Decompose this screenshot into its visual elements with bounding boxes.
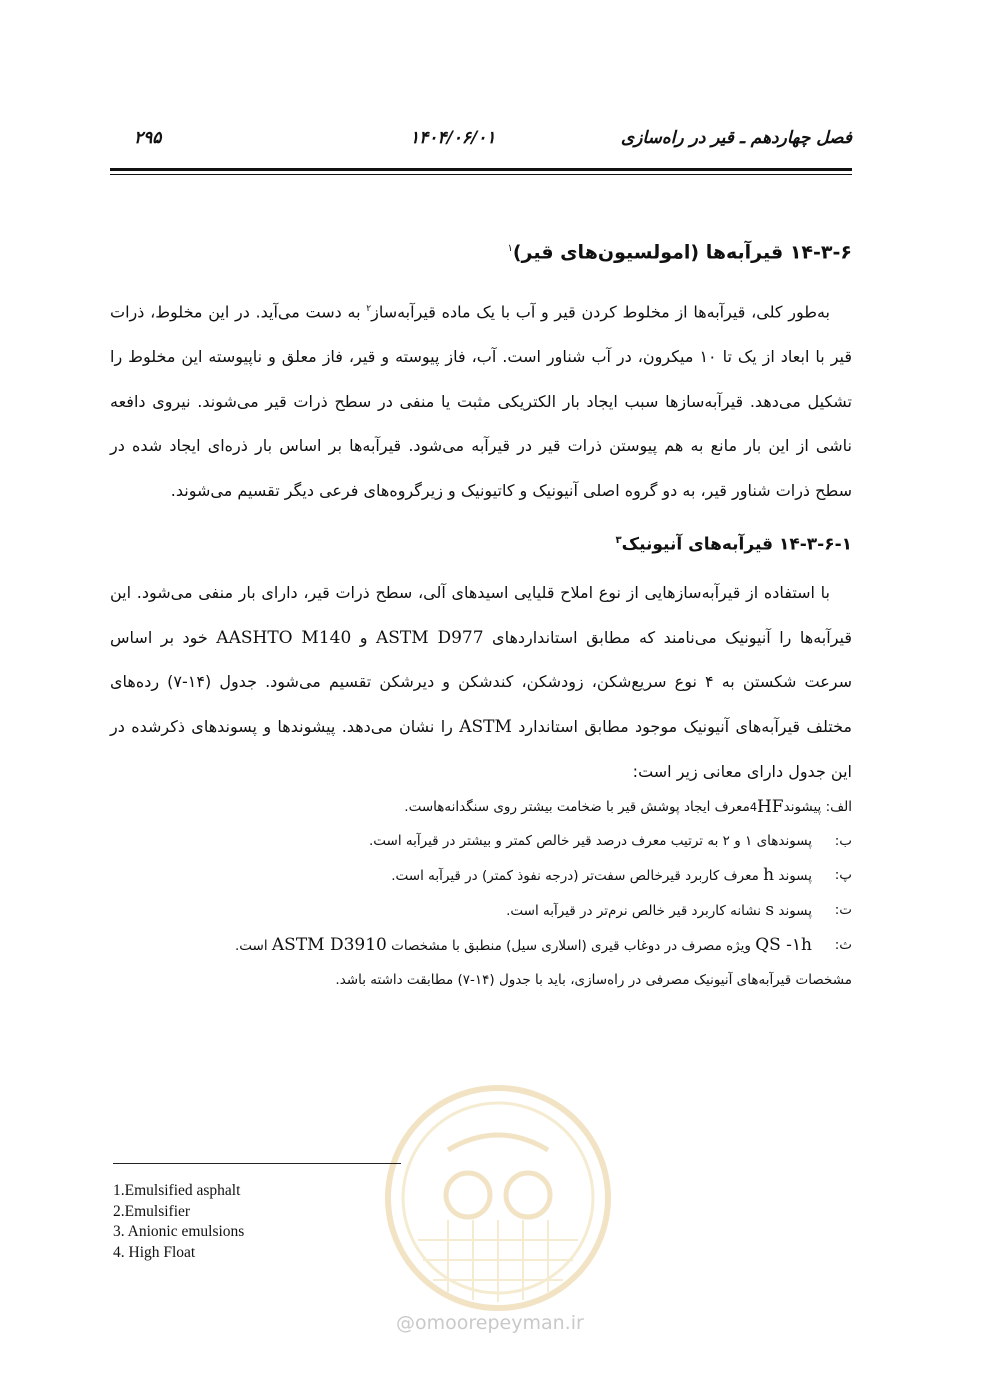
page-header xyxy=(110,128,852,158)
paragraph-text: خود بر اساس سرعت شکستن به ۴ نوع سریع‌شکن، زودشکن، کندشکن و دیرشکن تقسیم می‌شود. جدول (۱۴-۷) رده‌های مختلف قیرآبه‌های آنیونیک موجود مطابق استاندارد xyxy=(110,627,852,737)
item-text: پسوند xyxy=(774,903,812,920)
subsection-number: ۱۴-۳-۶-۱ xyxy=(778,534,852,555)
item-text: معرف ایجاد پوشش قیر با ضخامت بیشتر روی سنگدانه‌هاست. xyxy=(404,799,750,816)
list-item xyxy=(110,901,852,921)
list-item xyxy=(110,832,852,851)
paragraph-text: را نشان می‌دهد. پیشوندها و پسوندهای ذکرشده در این جدول دارای معانی زیر است: xyxy=(110,717,852,781)
item-text: معرف کاربرد قیرخالص سفت‌تر (درجه نفوذ کمتر) در قیرآبه است. xyxy=(391,868,764,885)
paragraph-text: و xyxy=(351,627,376,647)
item-code: QS -۱h xyxy=(755,935,812,956)
item-label: ب: xyxy=(834,833,852,850)
item-text: پسوندهای ۱ و ۲ به ترتیب معرف درصد قیر خالص کمتر و بیشتر در قیرآبه است. xyxy=(368,833,812,850)
footnote-rule xyxy=(113,1163,401,1164)
section-number: ۱۴-۳-۶ xyxy=(789,241,852,264)
item-text: ویژه مصرف در دوغاب قیری (اسلاری سیل) منطبق با مشخصات xyxy=(386,938,756,955)
item-code: ASTM D3910 xyxy=(271,935,387,956)
item-text: است. xyxy=(234,938,272,955)
list-item xyxy=(110,936,852,956)
section-title: قیرآبه‌ها (امولسیون‌های قیر) xyxy=(512,241,784,264)
closing-line: مشخصات قیرآبه‌های آنیونیک مصرفی در راه‌سازی، باید با جدول (۱۴-۷) مطابقت داشته باشد. xyxy=(335,972,852,989)
item-code: h xyxy=(763,865,775,886)
footnote-ref: ۱ xyxy=(507,243,513,254)
paragraph-text: به دست می‌آید. در این مخلوط، ذرات قیر با ابعاد از یک تا ۱۰ میکرون، در آب شناور است. آب، فاز پیوسته و قیر، فاز معلق و ناپیوسته این مخلوط را تشکیل می‌دهد. قیرآبه‌سازها سبب ایجاد بار الکتریکی مثبت یا منفی در سطح ذرات قیر می‌شوند. نیروی دافعه ناشی از این بار مانع به هم پیوستن ذرات قیر در قیرآبه می‌شود. قیرآبه‌ها بر اساس بار ذره‌ای ایجاد شده در سطح ذرات شناور قیر، به دو گروه اصلی آنیونیک و کاتیونیک و زیرگروه‌های فرعی دیگر تقسیم می‌شوند. xyxy=(110,302,852,501)
paragraph-text: به‌طور کلی، قیرآبه‌ها از مخلوط کردن قیر و آب با یک ماده قیرآبه‌ساز xyxy=(371,302,831,322)
prefix-suffix-list xyxy=(110,798,852,956)
footnote-ref: ۲ xyxy=(366,304,372,315)
item-text: نشانه کاربرد قیر خالص نرم‌تر در قیرآبه است. xyxy=(506,903,766,920)
subsection-heading xyxy=(110,526,852,560)
chapter-title: فصل چهاردهم ـ قیر در راه‌سازی xyxy=(620,128,852,148)
main-content xyxy=(110,232,852,990)
subsection-paragraph xyxy=(110,571,852,794)
list-item xyxy=(110,798,852,817)
section-heading xyxy=(110,232,852,269)
item-label: ت: xyxy=(834,902,852,919)
publisher-logo xyxy=(378,1080,618,1315)
item-label: الف: xyxy=(825,799,852,816)
standard-code: AASHTO M140 xyxy=(216,627,352,648)
header-date: ۱۴۰۴/۰۶/۰۱ xyxy=(410,128,496,148)
header-rule-thin xyxy=(110,174,852,175)
item-code: HF xyxy=(756,797,784,818)
section-paragraph xyxy=(110,287,852,513)
paragraph-text: با استفاده از قیرآبه‌سازهایی از نوع املاح قلیایی اسیدهای آلی، سطح ذرات قیر، دارای بار منفی می‌شود. این قیرآبه‌ها را آنیونیک می‌نامند که مطابق استانداردهای xyxy=(110,583,852,647)
footnote: 1.Emulsified asphalt xyxy=(113,1182,241,1199)
item-text: پسوند xyxy=(774,868,812,885)
watermark-text: @omoorepeyman.ir xyxy=(396,1312,584,1334)
list-item xyxy=(110,866,852,886)
footnote-ref: ۳ xyxy=(615,534,622,546)
item-text: پیشوند xyxy=(783,799,822,816)
item-code: s xyxy=(765,900,775,921)
header-rule-thick xyxy=(110,168,852,171)
subsection-title: قیرآبه‌های آنیونیک xyxy=(621,534,774,555)
footnote-ref: 4 xyxy=(749,801,757,815)
standard-code: ASTM D977 xyxy=(375,627,484,648)
item-label: پ: xyxy=(834,867,852,884)
standard-code: ASTM xyxy=(459,717,512,738)
footnotes xyxy=(113,1181,244,1263)
footnote: 3. Anionic emulsions xyxy=(113,1223,245,1240)
footnote: 2.Emulsifier xyxy=(113,1202,191,1220)
item-label: ث: xyxy=(834,937,852,954)
page-number: ۲۹۵ xyxy=(134,128,162,148)
footnote: 4. High Float xyxy=(113,1243,196,1261)
